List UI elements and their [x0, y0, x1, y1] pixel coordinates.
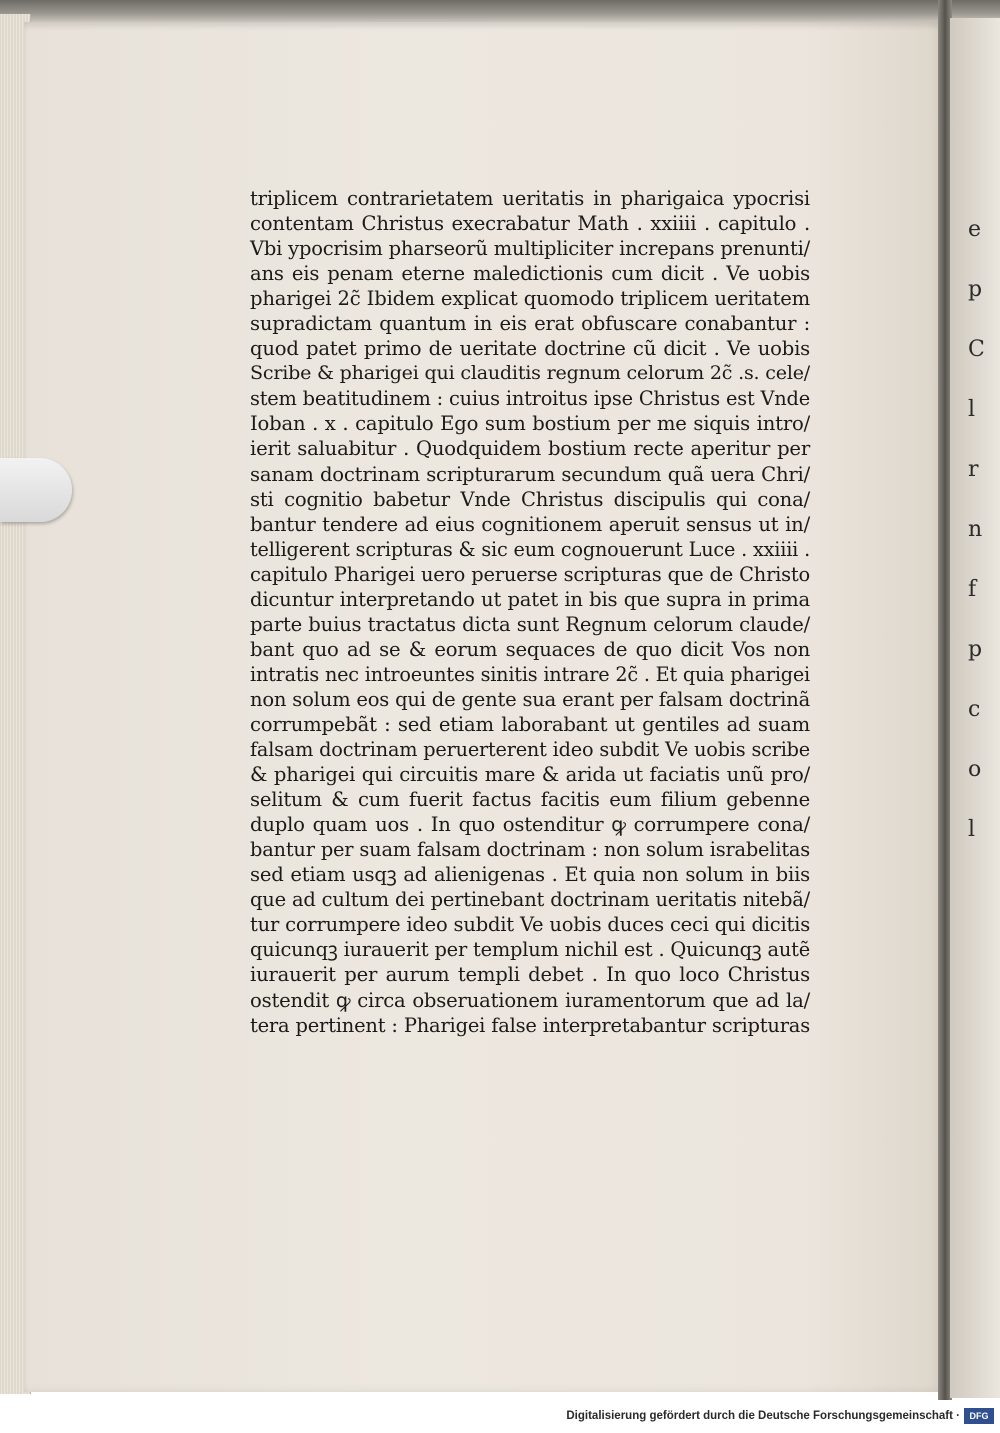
text-line: bant quo ad se & eorum sequaces de quo dicit Vos non — [250, 637, 810, 661]
facing-page-glyph: o — [968, 757, 982, 782]
text-line: contentam Christus execrabatur Math . xxiiii . capitulo . — [250, 212, 810, 236]
footer-credit: Digitalisierung gefördert durch die Deutsche Forschungsgemeinschaft · — [566, 1410, 960, 1422]
text-line: tur corrumpere ideo subdit Ve uobis duces ceci qui dicitis — [250, 913, 810, 937]
text-line: parte buius tractatus dicta sunt Regnum celorum claude/ — [250, 612, 810, 636]
facing-page-glyphs — [968, 200, 998, 860]
text-line: duplo quam uos . In quo ostenditur ꝙ corrumpere cona/ — [250, 813, 810, 837]
text-line: capitulo Pharigei uero peruerse scripturas que de Christo — [250, 562, 810, 586]
text-line: bantur per suam falsam doctrinam : non solum israbelitas — [250, 838, 810, 862]
text-line: bantur tendere ad eius cognitionem aperuit sensus ut in/ — [250, 512, 810, 536]
footer-bar — [0, 1402, 1000, 1433]
page-clip — [0, 458, 72, 522]
text-line: & pharigei qui circuitis mare & arida ut faciatis unũ pro/ — [250, 763, 810, 787]
text-line: intratis nec introeuntes sinitis intrare 2c̃ . Et quia pharigei — [250, 662, 810, 686]
facing-page-glyph: C — [968, 337, 985, 362]
printed-text-block — [250, 186, 810, 1038]
text-line: sanam doctrinam scripturarum secundum quã uera Chri/ — [250, 462, 810, 486]
text-line: corrumpebãt : sed etiam laborabant ut gentiles ad suam — [250, 712, 810, 736]
text-line: ierit saluabitur . Quodquidem bostium recte aperitur per — [250, 437, 810, 461]
text-line: que ad cultum dei pertinebant doctrinam ueritatis nitebã/ — [250, 888, 810, 912]
text-line: selitum & cum fuerit factus facitis eum filium gebenne — [250, 788, 810, 812]
book-top-edge — [0, 0, 1000, 22]
text-line: triplicem contrarietatem ueritatis in pharigaica ypocrisi — [250, 187, 810, 210]
text-line: quicunqꝫ iurauerit per templum nichil est . Quicunqꝫ autẽ — [250, 938, 810, 962]
facing-page-glyph: f — [968, 577, 977, 602]
text-line: stem beatitudinem : cuius introitus ipse Christus est Vnde — [250, 387, 810, 411]
text-line: ans eis penam eterne maledictionis cum dicit . Ve uobis — [250, 262, 810, 286]
text-line: tera pertinent : Pharigei false interpretabantur scripturas — [250, 1013, 810, 1037]
facing-page-glyph: p — [968, 637, 983, 662]
text-line: dicuntur interpretando ut patet in bis que supra in prima — [250, 587, 810, 611]
text-line: Ioban . x . capitulo Ego sum bostium per me siquis intro/ — [250, 412, 810, 436]
facing-page-glyph: l — [968, 817, 976, 842]
facing-page-glyph: e — [968, 217, 982, 242]
text-line: iurauerit per aurum templi debet . In quo loco Christus — [250, 963, 810, 987]
text-line: falsam doctrinam peruerterent ideo subdit Ve uobis scribe — [250, 738, 810, 762]
text-line: quod patet primo de ueritate doctrine cũ dicit . Ve uobis — [250, 337, 810, 361]
text-line: ostendit ꝙ circa obseruationem iuramentorum que ad la/ — [250, 988, 810, 1012]
text-line: sed etiam usqꝫ ad alienigenas . Et quia non solum in biis — [250, 863, 810, 887]
text-line: telligerent scripturas & sic eum cognouerunt Luce . xxiiii . — [250, 537, 810, 561]
dfg-logo: DFG — [964, 1408, 994, 1424]
text-line: non solum eos qui de gente sua erant per falsam doctrinã — [250, 687, 811, 711]
text-line: Vbi ypocrisim pharseorũ multipliciter increpans prenunti/ — [250, 237, 810, 261]
text-line: sti cognitio babetur Vnde Christus discipulis qui cona/ — [250, 487, 810, 511]
text-line: supradictam quantum in eis erat obfuscare conabantur : — [250, 312, 810, 336]
facing-page-glyph: l — [968, 397, 976, 422]
facing-page-glyph: p — [968, 277, 983, 302]
facing-page-glyph: n — [968, 517, 983, 542]
text-line: Scribe & pharigei qui clauditis regnum celorum 2c̃ .s. cele/ — [250, 362, 810, 385]
facing-page-glyph: r — [968, 457, 979, 482]
text-line: pharigei 2c̃ Ibidem explicat quomodo triplicem ueritatem — [250, 287, 810, 311]
facing-page-glyph: c — [968, 697, 981, 722]
